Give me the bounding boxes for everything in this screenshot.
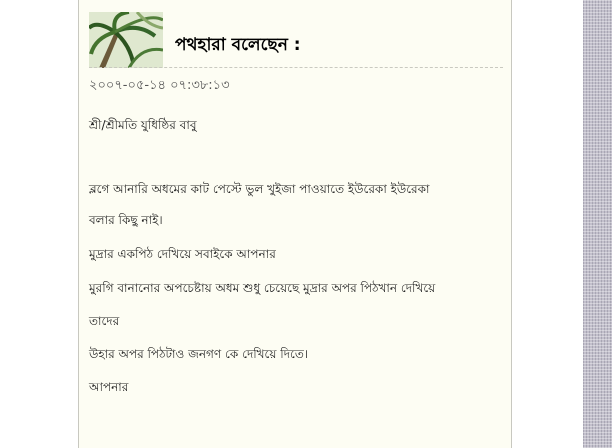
comment-body-line: মুদ্রার একপিঠ দেখিয়ে সবাইকে আপনার — [89, 247, 276, 261]
page-margin — [513, 0, 583, 448]
comment-body-line: আপনার — [89, 380, 129, 394]
palm-tree-photo-icon — [89, 12, 163, 68]
decorative-side-border — [583, 0, 612, 448]
comment-body-line: ব্লগে আনারি অধমের কাট পেস্টে ভুল খুইজা পাওয়াতে ইউরেকা ইউরেকা — [89, 182, 430, 196]
avatar[interactable] — [89, 12, 163, 68]
comment-body-line: বলার কিছু নাই। — [89, 213, 163, 227]
comment-card — [78, 0, 512, 448]
comment-timestamp: ২০০৭-০৫-১৪ ০৭:৩৮:১৩ — [89, 78, 230, 93]
comment-body-line: উহার অপর পিঠটাও জনগণ কে দেখিয়ে দিতে। — [89, 347, 309, 361]
comment-body-line: মুরগি বানানোর অপচেষ্টায় অধম শুধু চেয়েছে মুদ্রার অপর পিঠখান দেখিয়ে — [89, 281, 436, 295]
comment-salutation: শ্রী/শ্রীমতি যুধিষ্ঠির বাবু — [89, 118, 197, 132]
comment-author-heading: পথহারা বলেছেন : — [175, 35, 301, 55]
header-divider — [89, 67, 503, 68]
comment-body-line: তাদের — [89, 314, 120, 328]
